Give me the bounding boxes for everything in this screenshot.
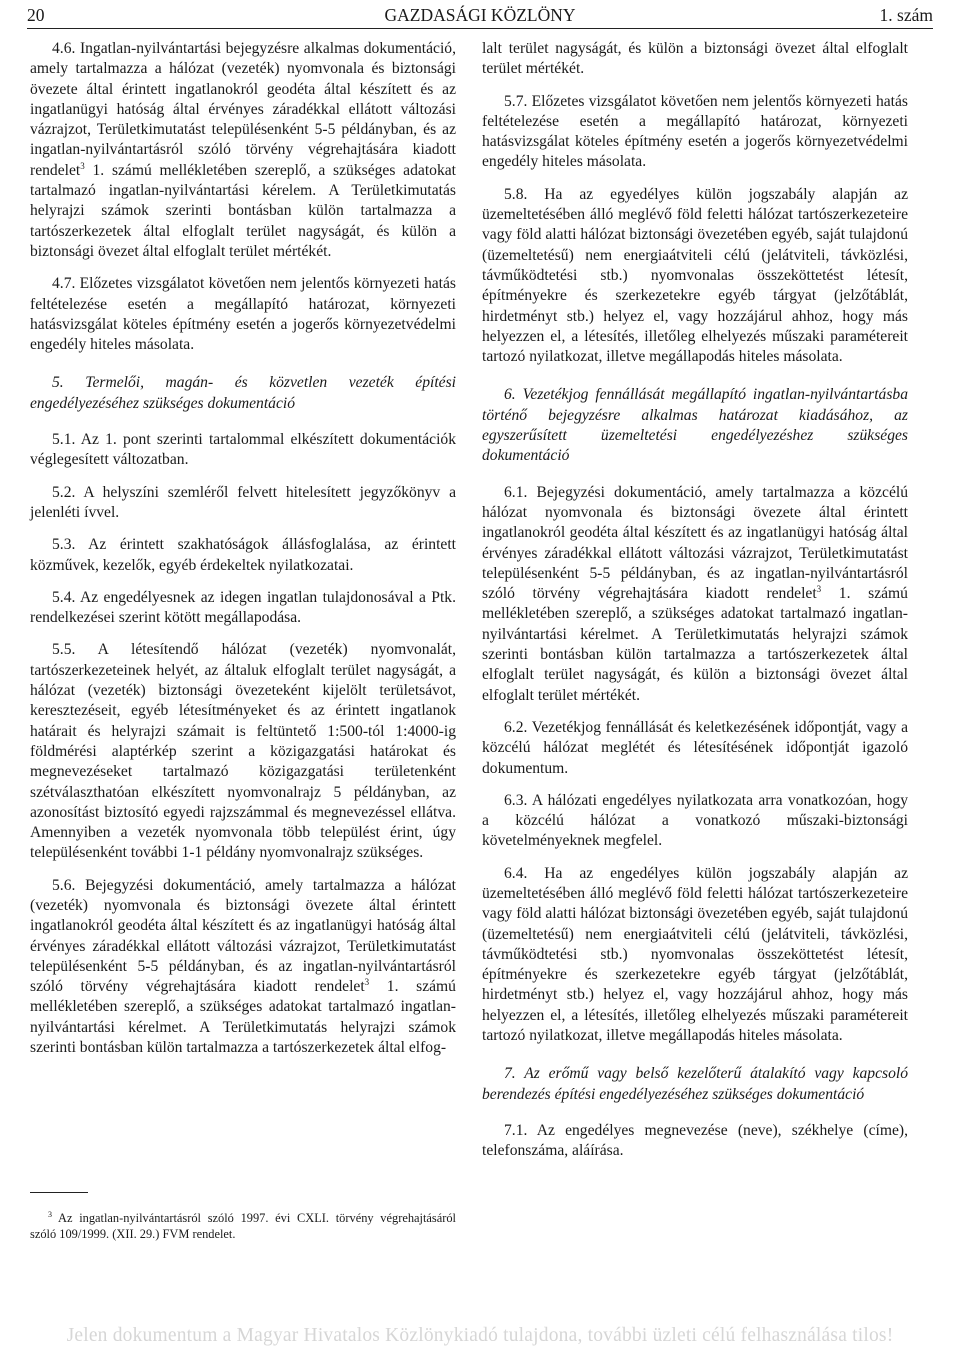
section-heading [30, 373, 456, 414]
left-column [30, 39, 456, 1070]
paragraph-text: 5.2. A helyszíni szemléről felvett hitelesített jegyzőkönyv a jelenléti ívvel. [30, 483, 456, 521]
header-rule [27, 28, 933, 29]
paragraph-text: 5.5. A létesítendő hálózat (vezeték) nyomvonalát, tartószerkezeteinek helyét, az általuk elfoglalt terület nagyságát, a hálózat (vezeték) biztonsági övezeteként kijelölt területsávot, keresztezéseit, egyéb létesítményeket és az érintett ingatlanok határait és helyrajzi számait is feltüntető 1:500-tól 1:4000-ig földmérési alaptérkép szerint a közigazgatási határokat és megnevezéseket tartalmazó közigazgatási területenként szétválaszthatóan elkészített nyomvonalrajz 5 példányban, az azonosítást biztosító egyedi rajzszámmal és megnevezéssel ellátva. Amennyiben a vezeték nyomvonala több települést érint, úgy településenként további 1-1 példány nyomvonalrajz szükséges. [30, 641, 456, 862]
right-column [482, 39, 908, 1174]
section-heading [482, 1064, 908, 1105]
paragraph [482, 185, 908, 368]
paragraph [482, 1121, 908, 1162]
watermark: Jelen dokumentum a Magyar Hivatalos Közlönykiadó tulajdona, további üzleti célú felhasználása tilos! [66, 1325, 894, 1346]
paragraph-text: 5. Termelői, magán- és közvetlen vezeték építési engedélyezéséhez szükséges dokumentáció [30, 374, 456, 412]
paragraph [30, 588, 456, 629]
paragraph [30, 535, 456, 576]
paragraph [482, 718, 908, 779]
page-number: 20 [27, 5, 45, 25]
paragraph [482, 791, 908, 852]
paragraph [30, 640, 456, 863]
paragraph-text: 6.4. Ha az engedélyes külön jogszabály alapján az üzemeltetésében álló meglévő föld feletti hálózat tartószerkezeteire vagy föld alatti hálózat biztonsági övezetében egyéb, saját tulajdonú (üzemeltetésű) nem energiaátviteli célú (jelátviteli, távközlési, távműködtetési stb.) nyomvonalas összeköttetést létesít, építményekre és szerkezetekre egyéb tárgyat (jelzőtáblát, hirdetményt stb.) helyez el, vagy hozzájárul ahhoz, hogy más helyezzen el, a létesítés, illetőleg elhelyezés műszaki paramétereit tartozó nyilatkozat, illetve megállapodás hiteles másolata. [482, 864, 908, 1045]
paragraph-text: 4.7. Előzetes vizsgálatot követően nem jelentős környezeti hatás feltételezése esetén a megállapító határozat, környezeti hatásvizsgálat köteles építmény esetén a jogerős környezetvédelmi engedély hiteles másolata. [30, 275, 456, 354]
paragraph [482, 92, 908, 173]
journal-title: GAZDASÁGI KÖZLÖNY [384, 5, 576, 25]
paragraph-text: 7. Az erőmű vagy belső kezelőterű átalakító vagy kapcsoló berendezés építési engedélyezéséhez szükséges dokumentáció [482, 1065, 908, 1103]
paragraph-text: 7.1. Az engedélyes megnevezése (neve), székhelye (címe), telefonszáma, aláírása. [482, 1121, 908, 1160]
footnote [30, 1210, 456, 1242]
paragraph-text: 6.2. Vezetékjog fennállását és keletkezésének időpontját, vagy a közcélú hálózat meglétét és létesítésének időpontját igazoló dokumentum. [482, 718, 908, 777]
paragraph-continuation [482, 39, 908, 80]
issue-number: 1. szám [879, 5, 933, 25]
paragraph-text: 6.1. Bejegyzési dokumentáció, amely tartalmazza a közcélú hálózat nyomvonala és biztonsági övezete által érintett ingatlanokról geodéta által készített és az ingatlanügyi hatóság által érvényes záradékkal ellátott változási vázrajzot, Területkimutatást településenként 5-5 példányban, és az ingatlan-nyilvántartásról szóló törvény végrehajtására kiadott rendelet [482, 483, 908, 603]
paragraph-text: 6.3. A hálózati engedélyes nyilatkozata arra vonatkozóan, hogy a közcélú hálózat a vonatkozó műszaki-biztonsági követelményeknek megfelel. [482, 791, 908, 850]
paragraph-text: 5.1. Az 1. pont szerinti tartalommal elkészített dokumentációk véglegesített változatban. [30, 431, 456, 469]
footnote-reference: 3 [80, 160, 85, 171]
page-header [27, 4, 933, 26]
footnote-text: Az ingatlan-nyilvántartásról szóló 1997. évi CXLI. törvény végrehajtásáról szóló 109/1999. (XII. 29.) FVM rendelet. [30, 1211, 456, 1241]
paragraph-text: 4.6. Ingatlan-nyilvántartási bejegyzésre alkalmas dokumentáció, amely tartalmazza a hálózat (vezeték) nyomvonala és biztonsági övezete által érintett ingatlanokról geodéta által készített és az ingatlanügyi hatóság által érvényes záradékkal ellátott változási vázrajzot, Területkimutatást településenként 5-5 példányban, és az ingatlan-nyilvántartásról szóló törvény végrehajtására kiadott rendelet [30, 40, 456, 179]
paragraph-text: 5.4. Az engedélyesnek az idegen ingatlan tulajdonosával a Ptk. rendelkezései szerint kötött megállapodása. [30, 588, 456, 627]
footnote-reference: 3 [364, 977, 370, 988]
paragraph [30, 430, 456, 471]
paragraph [30, 39, 456, 262]
paragraph [482, 864, 908, 1047]
footnote-rule [30, 1192, 88, 1193]
paragraph-text-after-reference: 1. számú mellékletében szereplő, a szükséges adatokat tartalmazó ingatlan-nyilvántartási kérelmet. A Területkimutatás helyrajzi számok szerinti bontásban külön tartalmazza a tartószerkezetek által elfoglalt terület nagyságát, és külön a biztonsági övezet által elfoglalt terület mértékét. [482, 585, 908, 704]
paragraph [30, 483, 456, 524]
paragraph-text: 6. Vezetékjog fennállását megállapító ingatlan-nyilvántartásba történő bejegyzésre alkalmas határozat kiadásához, az egyszerűsített üzemeltetési engedélyezéshez szükséges dokumentáció [482, 386, 908, 465]
paragraph-text: 5.7. Előzetes vizsgálatot követően nem jelentős környezeti hatás feltételezése esetén a megállapító határozat, környezeti hatásvizsgálat köteles építmény esetén a jogerős környezetvédelmi engedély hiteles másolata. [482, 92, 908, 171]
paragraph-text: 5.8. Ha az egyedélyes külön jogszabály alapján az üzemeltetésében álló meglévő föld feletti hálózat tartószerkezeteire vagy föld alatti hálózat biztonsági övezetében egyéb, saját tulajdonú (üzemeltetésű) nem energiaátviteli célú (jelátviteli, távközlési, távműködtetési stb.) nyomvonalas összeköttetést létesít, építményekre és szerkezetekre egyéb tárgyat (jelzőtáblát, hirdetményt stb.) helyez el, vagy hozzájárul ahhoz, hogy más helyezzen el, a létesítés, illetőleg elhelyezés műszaki paramétereit tartozó nyilatkozat, illetve megállapodás hiteles másolata. [482, 185, 908, 366]
footnote-marker: 3 [48, 1210, 52, 1219]
paragraph-text-after-reference: 1. számú mellékletében szereplő, a szükséges adatokat tartalmazó ingatlan-nyilvántartási kérelmet. A Területkimutatás helyrajzi számok szerinti bontásban külön tartalmazza a tartószerkezetek által elfog- [30, 978, 456, 1057]
paragraph-text: lalt terület nagyságát, és külön a biztonsági övezet által elfoglalt terület mértékét. [482, 40, 908, 78]
paragraph-text: 5.6. Bejegyzési dokumentáció, amely tartalmazza a hálózat (vezeték) nyomvonala és biztonsági övezete által érintett ingatlanokról geodéta által készített és az ingatlanügyi hatóság által érvényes záradékkal ellátott változási vázrajzot, Területkimutatást településenként 5-5 példányban, és az ingatlan-nyilvántartásról szóló törvény végrehajtására kiadott rendelet [30, 876, 456, 996]
paragraph-text-after-reference: 1. számú mellékletében szereplő, a szükséges adatokat tartalmazó ingatlan-nyilvántartási kérelem. A Területkimutatás helyrajzi számok szerinti bontásban külön tartalmazza a tartószerkezetek által elfoglalt terület nagyságát, és külön a biztonsági övezet által elfoglalt terület mértékét. [30, 161, 456, 260]
paragraph-text: 5.3. Az érintett szakhatóságok állásfoglalása, az érintett közművek, kezelők, egyéb érdekeltek nyilatkozatai. [30, 536, 456, 574]
paragraph [482, 483, 908, 706]
paragraph [30, 876, 456, 1059]
paragraph [30, 274, 456, 355]
footnote-reference: 3 [816, 584, 822, 595]
section-heading [482, 385, 908, 466]
